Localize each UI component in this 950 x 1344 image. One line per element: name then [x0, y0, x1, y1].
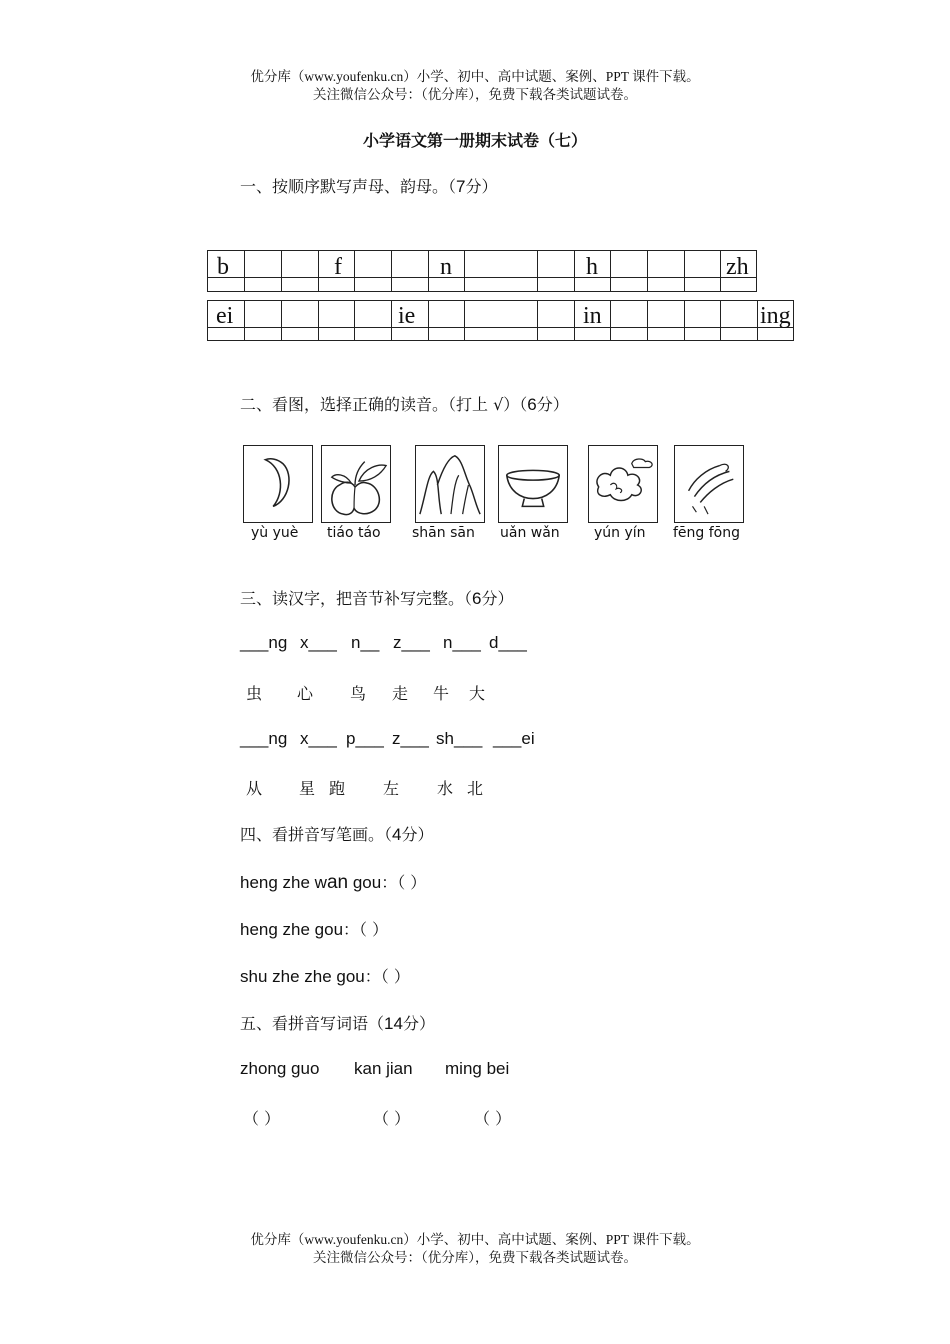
mountain-icon: [415, 445, 485, 523]
hanzi: 走: [392, 684, 409, 703]
stroke-item: heng zhe gou：（ ）: [240, 920, 389, 939]
answer-blank: （ ）: [243, 1109, 281, 1128]
hanzi: 北: [467, 779, 484, 798]
initials-grid: [207, 250, 757, 292]
section-3-heading: 三、读汉字，把音节补写完整。（6分）: [240, 589, 514, 608]
stroke-item: heng zhe wan gou：（ ）: [240, 872, 427, 893]
initial-letter: f: [334, 254, 342, 280]
syllable-blank: ___ei: [493, 729, 535, 748]
section-1-heading: 一、按顺序默写声母、韵母。（7分）: [240, 177, 498, 196]
moon-icon: [243, 445, 313, 523]
section-2-heading: 二、看图，选择正确的读音。（打上 √）（6分）: [240, 395, 569, 414]
page-title: 小学语文第一册期末试卷（七）: [362, 131, 587, 150]
syllable-blank: ___ng: [240, 633, 288, 652]
initial-letter: h: [586, 254, 598, 280]
pinyin-word: zhong guo: [240, 1059, 320, 1078]
syllable-blank: x___: [300, 729, 337, 748]
syllable-blank: n__: [351, 633, 380, 652]
final-letter: ei: [216, 303, 234, 329]
syllable-blank: sh___: [436, 729, 483, 748]
wind-icon: [674, 445, 744, 523]
initial-letter: b: [217, 254, 229, 280]
header-line-1: 优分库（www.youfenku.cn）小学、初中、高中试题、案例、PPT 课件下载。: [250, 69, 700, 84]
peach-icon: [321, 445, 391, 523]
cloud-icon: [588, 445, 658, 523]
finals-grid: [207, 300, 794, 341]
initial-letter: zh: [726, 254, 749, 280]
header-line-2: 关注微信公众号：（优分库），免费下载各类试题试卷。: [313, 87, 637, 102]
syllable-blank: d___: [489, 633, 527, 652]
syllable-blank: x___: [300, 633, 337, 652]
answer-blank: （ ）: [474, 1109, 512, 1128]
stroke-item: shu zhe zhe gou：（ ）: [240, 967, 410, 986]
bowl-icon: [498, 445, 568, 523]
pinyin-options: fēng fōng: [673, 525, 741, 541]
syllable-blank: z___: [392, 729, 429, 748]
hanzi: 水: [437, 779, 454, 798]
pinyin-options: tiáo táo: [327, 525, 381, 541]
pinyin-options: shān sān: [412, 525, 475, 541]
pinyin-options: uǎn wǎn: [500, 525, 560, 541]
footer-line-2: 关注微信公众号：（优分库），免费下载各类试题试卷。: [313, 1250, 637, 1265]
hanzi: 心: [297, 684, 314, 703]
pinyin-options: yù yuè: [251, 525, 299, 541]
section-4-heading: 四、看拼音写笔画。（4分）: [240, 825, 434, 844]
section-5-heading: 五、看拼音写词语（14分）: [240, 1014, 435, 1033]
pinyin-word: ming bei: [445, 1059, 510, 1078]
hanzi: 星: [299, 779, 316, 798]
final-letter: ing: [760, 303, 791, 329]
hanzi: 大: [469, 684, 486, 703]
initial-letter: n: [440, 254, 452, 280]
hanzi: 鸟: [350, 684, 367, 703]
final-letter: ie: [398, 303, 416, 329]
pinyin-word: kan jian: [354, 1059, 413, 1078]
hanzi: 左: [383, 779, 400, 798]
hanzi: 跑: [329, 779, 346, 798]
pinyin-options: yún yín: [594, 525, 646, 541]
hanzi: 从: [246, 779, 263, 798]
answer-blank: （ ）: [373, 1109, 411, 1128]
syllable-blank: n___: [443, 633, 481, 652]
footer-line-1: 优分库（www.youfenku.cn）小学、初中、高中试题、案例、PPT 课件下载。: [250, 1232, 700, 1247]
final-letter: in: [583, 303, 602, 329]
syllable-blank: ___ng: [240, 729, 288, 748]
syllable-blank: z___: [393, 633, 430, 652]
hanzi: 牛: [433, 684, 450, 703]
syllable-blank: p___: [346, 729, 384, 748]
hanzi: 虫: [246, 684, 263, 703]
